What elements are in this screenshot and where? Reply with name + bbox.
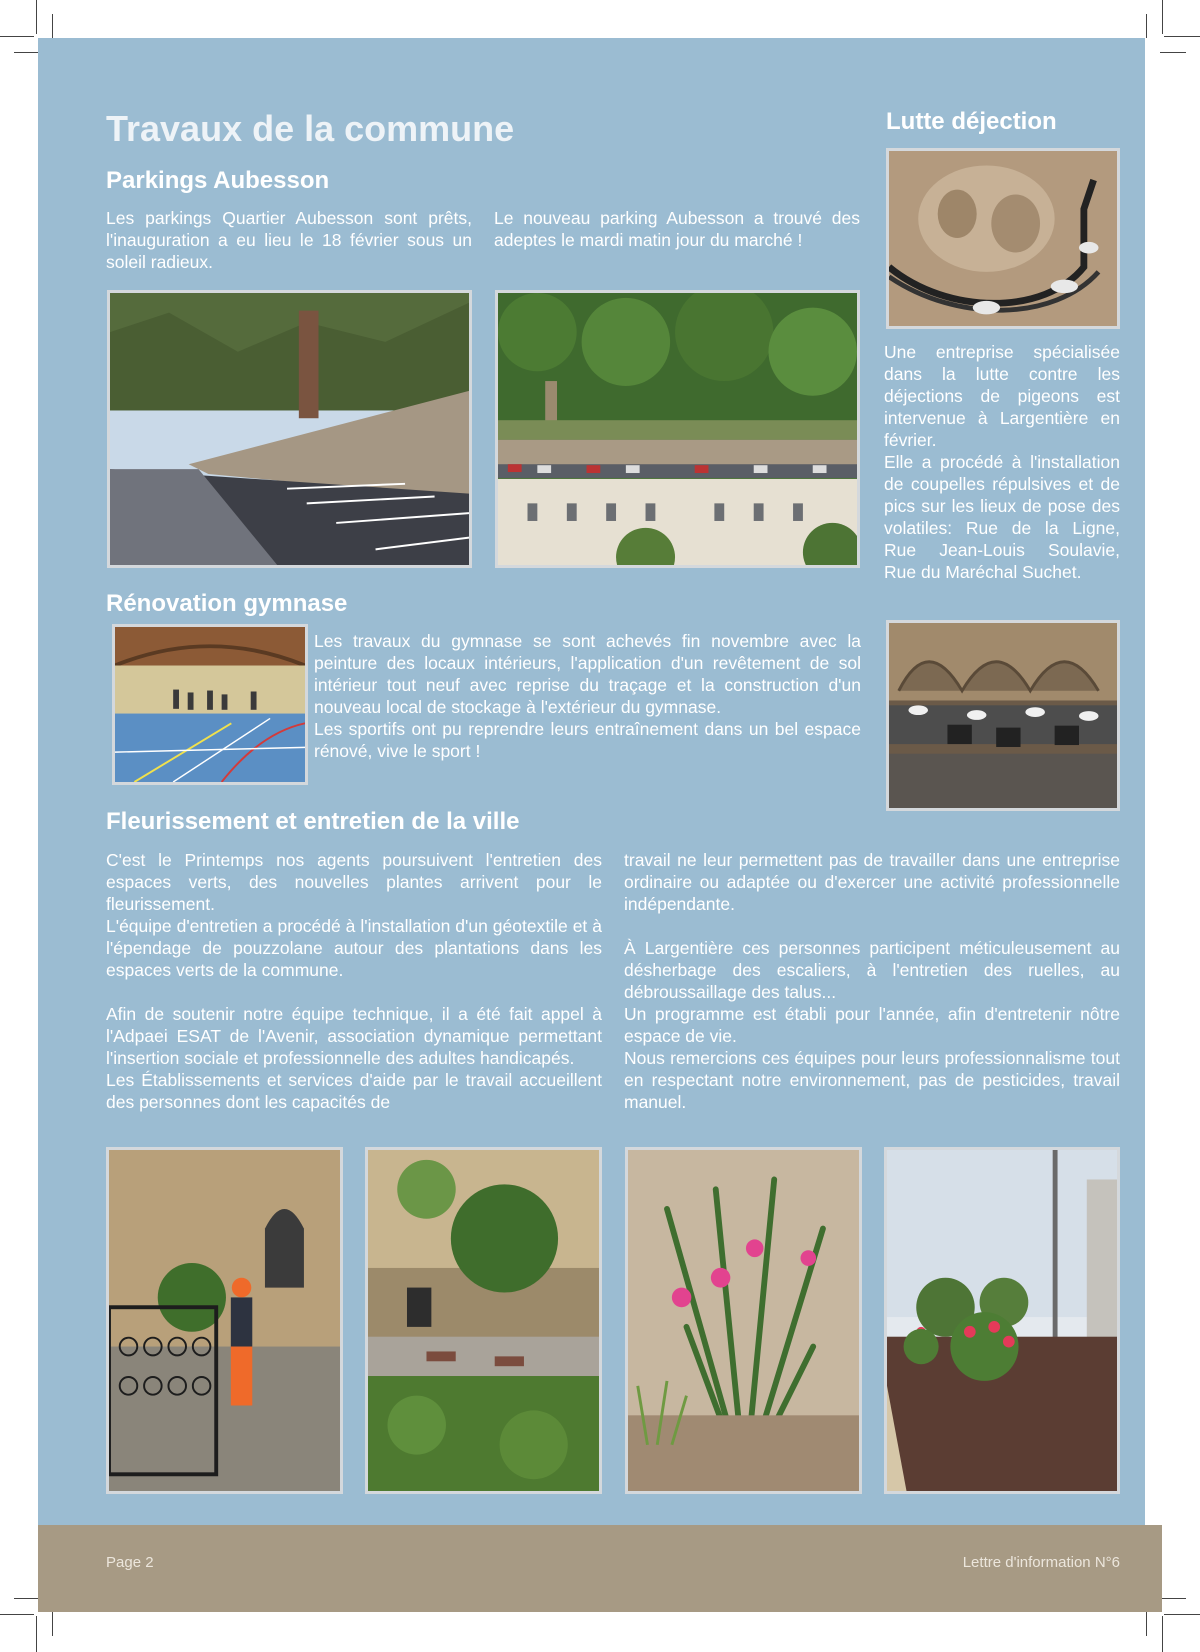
fleurissement-photo-garden [365, 1147, 602, 1494]
crop-mark [1164, 36, 1200, 37]
crop-mark [0, 36, 34, 37]
crop-mark [1160, 1598, 1186, 1599]
crop-mark [1160, 52, 1186, 53]
crop-mark [1162, 0, 1163, 34]
gymnase-photo [112, 624, 308, 785]
parkings-text-col1: Les parkings Quartier Aubesson sont prêts, l'inauguration a eu lieu le 18 février sous un soleil radieux. [106, 208, 472, 272]
parkings-text-col2: Le nouveau parking Aubesson a trouvé des adeptes le mardi matin jour du marché ! [494, 208, 860, 250]
parkings-heading: Parkings Aubesson [106, 167, 330, 194]
gymnase-heading: Rénovation gymnase [106, 590, 348, 617]
dejection-photo-spikes [886, 620, 1120, 811]
crop-mark [1146, 14, 1147, 38]
crop-mark [52, 14, 53, 38]
crop-mark [1164, 1614, 1200, 1615]
crop-mark [36, 0, 37, 34]
fleurissement-heading: Fleurissement et entretien de la ville [106, 808, 520, 835]
crop-mark [14, 1598, 38, 1599]
dejection-text: Une entreprise spécialisée dans la lutte contre les déjections de pigeons est intervenue à Largentière en février. Elle a procédé à l'installation de coupelles répulsives et de pics sur les lieux de pose des volatiles: Rue de la Ligne, Rue Jean-Louis Soulavie, Rue du Maréchal Suchet. [884, 342, 1120, 582]
newsletter-label: Lettre d'information N°6 [962, 1554, 1120, 1571]
crop-mark [1146, 1612, 1147, 1636]
fleurissement-photo-flowerbed [884, 1147, 1120, 1494]
fleurissement-text-col1: C'est le Printemps nos agents poursuivent l'entretien des espaces verts, des nouvelles plantes arrivent pour le fleurissement. L'équipe d'entretien a procédé à l'installation d'un géotextile et à l'épendage de pouzzolane autour des plantations dans les espaces verts de la commune. Afin de soutenir notre équipe technique, il a été fait appel à l'Adpaei ESAT de l'Avenir, association dynamique permettant l'insertion sociale et professionnelle des adultes handicapés. Les Établissements et services d'aide par le travail accueillent des personnes dont les capacités de [106, 850, 602, 1112]
crop-mark [0, 1614, 34, 1615]
fleurissement-text-col2: travail ne leur permettent pas de travailler dans une entreprise ordinaire ou adaptée ou d'exercer une activité professionnelle indépendante. À Largentière ces personnes participent méticuleusement au désherbage des escaliers, à l'entretien des ruelles, au débroussaillage des talus... Un programme est établi pour l'année, afin d'entretenir nôtre espace de vie. Nous remercions ces équipes pour leurs professionnalisme tout en respectant notre environnement, pas de pesticides, travail manuel. [624, 850, 1120, 1112]
page-title: Travaux de la commune [106, 108, 515, 149]
parking-photo-aerial [495, 290, 860, 568]
dejection-heading: Lutte déjection [886, 108, 1057, 135]
crop-mark [1162, 1616, 1163, 1652]
page-number: Page 2 [106, 1554, 154, 1571]
parking-photo-wall [107, 290, 472, 568]
page-footer [38, 1525, 1162, 1612]
crop-mark [52, 1612, 53, 1636]
crop-mark [36, 1616, 37, 1652]
crop-mark [14, 52, 38, 53]
dejection-photo-sculpture [886, 148, 1120, 329]
fleurissement-photo-worker [106, 1147, 343, 1494]
gymnase-text: Les travaux du gymnase se sont achevés fin novembre avec la peinture des locaux intérieurs, l'application d'un revêtement de sol intérieur tout neuf avec reprise du traçage et la construction d'un nouveau local de stockage à l'extérieur du gymnase. Les sportifs ont pu reprendre leurs entraînement dans un bel espace rénové, vive le sport ! [314, 631, 861, 761]
fleurissement-photo-oleander [625, 1147, 862, 1494]
